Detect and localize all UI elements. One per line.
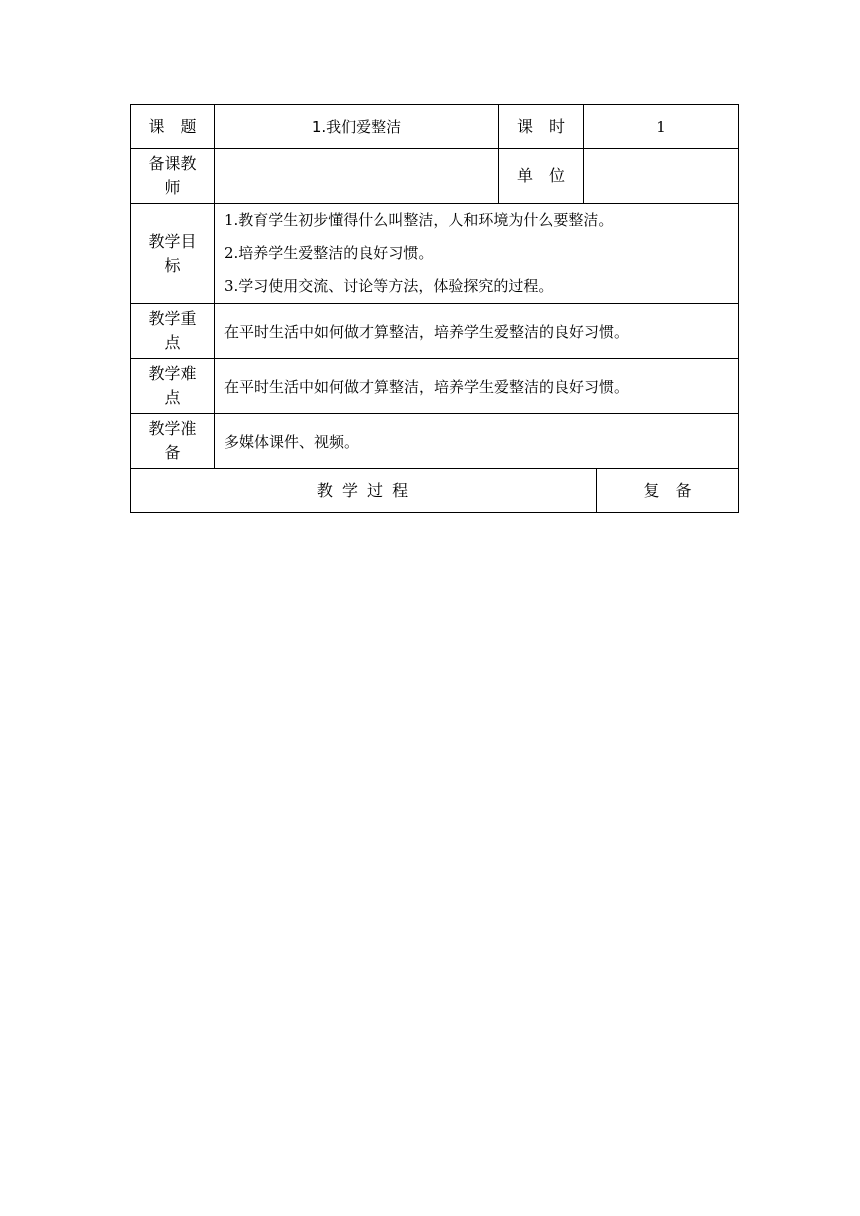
key-points-label-cell (131, 304, 215, 359)
goals-value-cell (215, 204, 739, 304)
difficulties-label-cell (131, 359, 215, 414)
difficulties-label-line2: 点 (164, 388, 181, 407)
hours-label: 课 时 (516, 116, 565, 136)
goals-label-cell (131, 204, 215, 304)
teacher-value-cell (215, 149, 499, 204)
teacher-label-line2: 师 (164, 178, 181, 197)
process-label: 教 学 过 程 (316, 480, 411, 500)
unit-label-cell (499, 149, 584, 204)
topic-label: 课 题 (148, 116, 197, 136)
key-points-value-cell (215, 304, 739, 359)
difficulties-row (131, 359, 739, 414)
preparation-value-cell (215, 414, 739, 469)
hours-value: 1 (656, 117, 666, 136)
preparation-value: 多媒体课件、视频。 (224, 432, 360, 451)
goal-item: 2.培养学生爱整洁的良好习惯。 (224, 244, 434, 262)
goals-label-line2: 标 (164, 255, 181, 275)
teacher-row (131, 149, 739, 204)
hours-label-cell (499, 105, 584, 149)
unit-label: 单 位 (516, 166, 565, 185)
preparation-row (131, 414, 739, 469)
goals-label-line1: 教学目 (148, 231, 197, 251)
topic-value-cell (215, 105, 499, 149)
process-row (131, 469, 739, 513)
key-points-row (131, 304, 739, 359)
teacher-label-line1: 备课教 (148, 154, 197, 173)
unit-value-cell (584, 149, 739, 204)
preparation-label-line2: 备 (164, 443, 181, 462)
key-points-label-line1: 教学重 (148, 309, 197, 328)
review-label-cell (597, 469, 739, 513)
preparation-label-cell (131, 414, 215, 469)
topic-label-cell (131, 105, 215, 149)
teacher-label-cell (131, 149, 215, 204)
key-points-value: 在平时生活中如何做才算整洁，培养学生爱整洁的良好习惯。 (224, 322, 630, 341)
title-row (131, 105, 739, 149)
difficulties-label-line1: 教学难 (148, 364, 197, 383)
goals-row (131, 204, 739, 304)
hours-value-cell (584, 105, 739, 149)
difficulties-value: 在平时生活中如何做才算整洁，培养学生爱整洁的良好习惯。 (224, 377, 630, 396)
process-label-cell (131, 469, 597, 513)
difficulties-value-cell (215, 359, 739, 414)
preparation-label-line1: 教学准 (148, 419, 197, 438)
review-label: 复 备 (643, 480, 692, 500)
topic-value: 1.我们爱整洁 (311, 118, 402, 136)
goal-item: 1.教育学生初步懂得什么叫整洁，人和环境为什么要整洁。 (224, 211, 614, 229)
lesson-plan-table (130, 104, 739, 513)
key-points-label-line2: 点 (164, 333, 181, 352)
goal-item: 3.学习使用交流、讨论等方法，体验探究的过程。 (224, 277, 554, 295)
